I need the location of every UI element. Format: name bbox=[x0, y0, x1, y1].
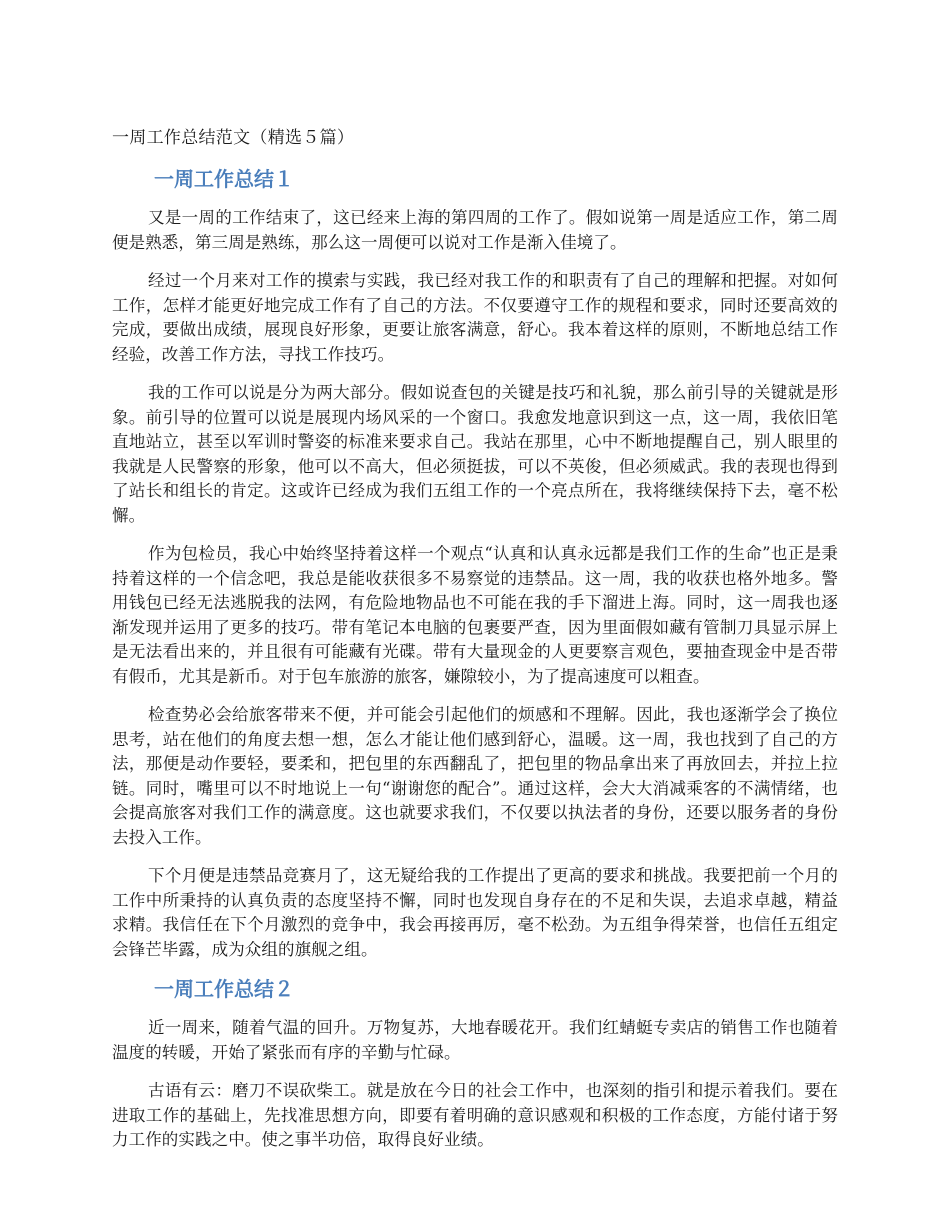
paragraph: 下个月便是违禁品竞赛月了，这无疑给我的工作提出了更高的要求和挑战。我要把前一个月的工作中所秉持的认真负责的态度坚持不懈，同时也发现自身存在的不足和失误，去追求卓越，精益求精。我信任在下个月激烈的竞争中，我会再接再厉，毫不松劲。为五组争得荣誉，也信任五组定会锋芒毕露，成为众组的旗舰之组。 bbox=[112, 866, 838, 959]
section-heading-2: 一周工作总结２ bbox=[154, 977, 294, 1001]
paragraph: 经过一个月来对工作的摸索与实践，我已经对我工作的和职责有了自己的理解和把握。对如何工作，怎样才能更好地完成工作有了自己的方法。不仅要遵守工作的规程和要求，同时还要高效的完成，要做出成绩，展现良好形象，更要让旅客满意，舒心。我本着这样的原则，不断地总结工作经验，改善工作方法，寻找工作技巧。 bbox=[112, 271, 838, 364]
paragraph: 我的工作可以说是分为两大部分。假如说查包的关键是技巧和礼貌，那么前引导的关键就是形象。前引导的位置可以说是展现内场风采的一个窗口。我愈发地意识到这一点，这一周，我依旧笔直地站立，甚至以军训时警姿的标准来要求自己。我站在那里，心中不断地提醒自己，别人眼里的我就是人民警察的形象，他可以不高大，但必须挺拔，可以不英俊，但必须威武。我的表现也得到了站长和组长的肯定。这或许已经成为我们五组工作的一个亮点所在，我将继续保持下去，毫不松懈。 bbox=[112, 383, 838, 525]
section-heading-1: 一周工作总结１ bbox=[154, 167, 294, 191]
section-2 bbox=[112, 976, 838, 1153]
section-1 bbox=[112, 166, 838, 962]
paragraph: 近一周来，随着气温的回升。万物复苏，大地春暖花开。我们红蜻蜓专卖店的销售工作也随着温度的转暖，开始了紧张而有序的辛勤与忙碌。 bbox=[112, 1018, 838, 1062]
paragraph: 古语有云：磨刀不误砍柴工。就是放在今日的社会工作中，也深刻的指引和提示着我们。要在进取工作的基础上，先找准思想方向，即要有着明确的意识感观和积极的工作态度，方能付诸于努力工作的实践之中。使之事半功倍，取得良好业绩。 bbox=[112, 1081, 838, 1149]
paragraph: 又是一周的工作结束了，这已经来上海的第四周的工作了。假如说第一周是适应工作，第二周便是熟悉，第三周是熟练，那么这一周便可以说对工作是渐入佳境了。 bbox=[112, 208, 838, 252]
paragraph: 检查势必会给旅客带来不便，并可能会引起他们的烦感和不理解。因此，我也逐渐学会了换位思考，站在他们的角度去想一想，怎么才能让他们感到舒心，温暖。这一周，我也找到了自己的方法，那便是动作要轻，要柔和，把包里的东西翻乱了，把包里的物品拿出来了再放回去，并拉上拉链。同时，嘴里可以不时地说上一句“谢谢您的配合”。通过这样，会大大消减乘客的不满情绪，也会提高旅客对我们工作的满意度。这也就要求我们，不仅要以执法者的身份，还要以服务者的身份去投入工作。 bbox=[112, 705, 838, 847]
document-title: 一周工作总结范文（精选５篇） bbox=[112, 128, 355, 148]
paragraph: 作为包检员，我心中始终坚持着这样一个观点“认真和认真永远都是我们工作的生命”也正是秉持着这样的一个信念吧，我总是能收获很多不易察觉的违禁品。这一周，我的收获也格外地多。警用钱包已经无法逃脱我的法网，有危险地物品也不可能在我的手下溜进上海。同时，这一周我也逐渐发现并运用了更多的技巧。带有笔记本电脑的包裹要严查，因为里面假如藏有管制刀具显示屏上是无法看出来的，并且很有可能藏有光碟。带有大量现金的人更要察言观色，要抽查现金中是否带有假币，尤其是新币。对于包车旅游的旅客，嫌隙较小，为了提高速度可以粗查。 bbox=[112, 544, 838, 686]
